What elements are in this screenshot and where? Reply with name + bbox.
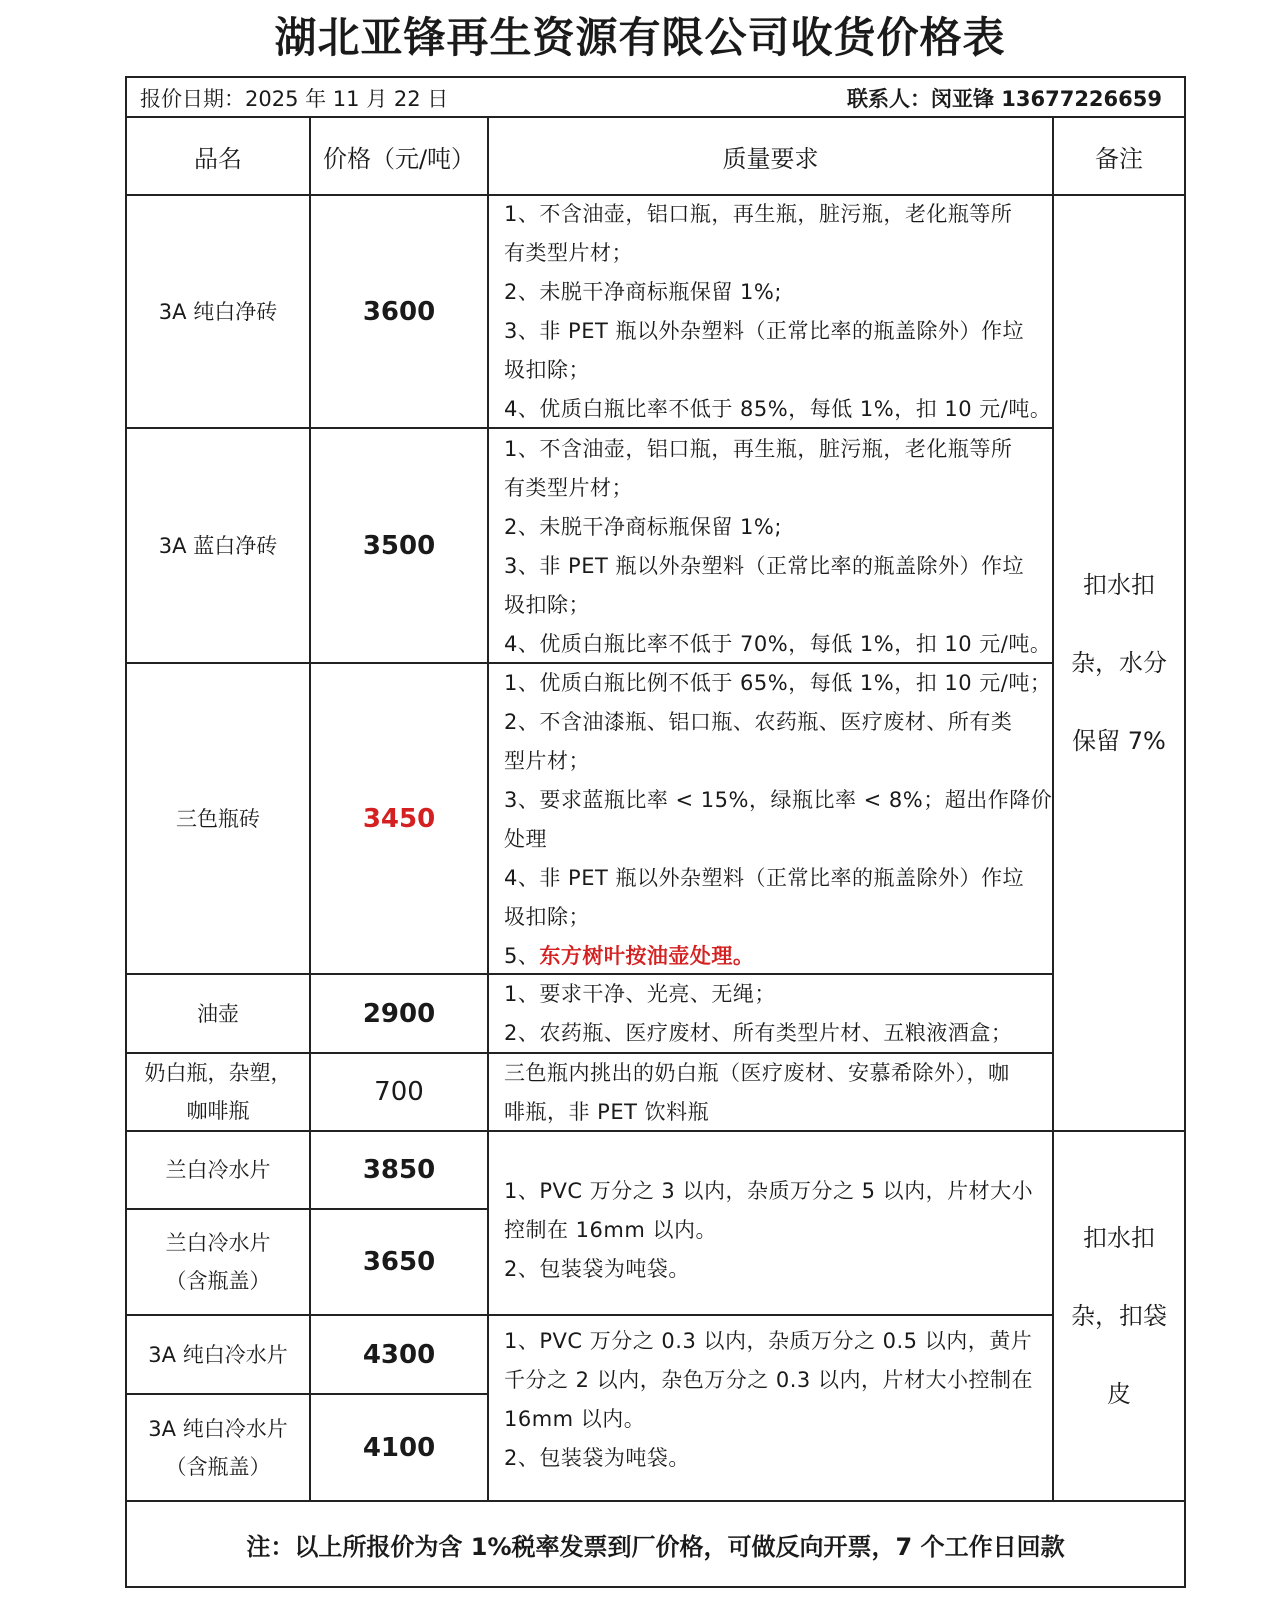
remark-line: 扣水扣 <box>1083 571 1155 599</box>
product-price: 3450 <box>362 803 436 834</box>
requirement-line: 3、要求蓝瓶比率 < 15%，绿瓶比率 < 8%；超出作降价 <box>504 788 1053 812</box>
product-name-line: 咖啡瓶 <box>186 1099 250 1123</box>
product-name: 3A 纯白冷水片 <box>148 1342 288 1367</box>
header-name: 品名 <box>194 144 242 173</box>
quality-requirements <box>504 664 1052 976</box>
remark-line: 皮 <box>1107 1380 1131 1408</box>
requirement-line: 4、优质白瓶比率不低于 70%，每低 1%，扣 10 元/吨。 <box>504 632 1052 656</box>
header-quality: 质量要求 <box>722 144 819 173</box>
quality-requirements <box>504 195 1051 429</box>
requirement-line: 2、不含油漆瓶、铝口瓶、农药瓶、医疗废材、所有类 <box>504 710 1013 734</box>
product-price: 3850 <box>362 1155 436 1185</box>
requirement-line: 处理 <box>504 827 547 851</box>
product-name: 三色瓶砖 <box>176 806 260 831</box>
product-price: 4300 <box>362 1339 436 1370</box>
requirement-line: 圾扣除； <box>504 905 590 929</box>
quality-requirements <box>504 430 1051 664</box>
product-name-line: 奶白瓶，杂塑， <box>144 1061 292 1085</box>
requirement-prefix: 5、 <box>504 944 540 968</box>
quality-requirements <box>504 1172 1033 1289</box>
requirement-line: 1、PVC 万分之 3 以内，杂质万分之 5 以内，片材大小 <box>504 1179 1034 1203</box>
requirement-line: 型片材； <box>504 749 590 773</box>
quality-requirements <box>504 975 1012 1053</box>
header-price: 价格（元/吨） <box>322 144 476 173</box>
quote-date: 报价日期：2025 年 11 月 22 日 <box>140 87 449 111</box>
requirement-highlight: 东方树叶按油壶处理。 <box>539 944 755 968</box>
page-title: 湖北亚锋再生资源有限公司收货价格表 <box>274 13 1006 62</box>
product-name-line: 兰白冷水片 <box>165 1231 271 1255</box>
product-name: 油壶 <box>197 1001 239 1026</box>
requirement-line: 千分之 2 以内，杂色万分之 0.3 以内，片材大小控制在 <box>504 1368 1033 1392</box>
requirement-line: 3、非 PET 瓶以外杂塑料（正常比率的瓶盖除外）作垃 <box>504 319 1024 343</box>
product-name-line: （含瓶盖） <box>165 1269 271 1293</box>
product-price: 3600 <box>362 296 436 327</box>
product-price: 4100 <box>362 1432 436 1463</box>
requirement-line: 1、PVC 万分之 0.3 以内，杂质万分之 0.5 以内，黄片 <box>504 1329 1033 1353</box>
requirement-line: 1、要求干净、光亮、无绳； <box>504 982 776 1006</box>
requirement-line: 1、不含油壶，铝口瓶，再生瓶，脏污瓶，老化瓶等所 <box>504 437 1013 461</box>
remark-line: 杂，扣袋 <box>1071 1302 1167 1330</box>
product-price: 700 <box>374 1077 424 1107</box>
product-name-line: （含瓶盖） <box>165 1454 271 1479</box>
requirement-line: 啡瓶，非 PET 饮料瓶 <box>504 1100 710 1124</box>
product-name <box>127 1395 309 1500</box>
product-name: 3A 纯白净砖 <box>158 299 278 324</box>
requirement-line: 2、未脱干净商标瓶保留 1%; <box>504 515 782 539</box>
product-price: 3500 <box>362 530 436 561</box>
requirement-line: 4、非 PET 瓶以外杂塑料（正常比率的瓶盖除外）作垃 <box>504 866 1024 890</box>
requirement-line: 有类型片材； <box>504 241 633 265</box>
divider <box>487 116 489 1500</box>
requirement-line: 2、包装袋为吨袋。 <box>504 1446 690 1470</box>
header-remark: 备注 <box>1095 144 1143 173</box>
remark-line: 扣水扣 <box>1083 1224 1155 1252</box>
product-name <box>127 1054 309 1130</box>
product-price: 2900 <box>362 998 436 1029</box>
requirement-line: 4、优质白瓶比率不低于 85%，每低 1%，扣 10 元/吨。 <box>504 397 1052 421</box>
remark-deduction <box>1054 196 1184 1130</box>
product-name: 3A 蓝白净砖 <box>158 533 278 558</box>
requirement-line: 圾扣除； <box>504 358 590 382</box>
product-name <box>127 1210 309 1314</box>
product-name: 兰白冷水片 <box>165 1158 271 1182</box>
quality-requirements <box>504 1322 1033 1478</box>
remark-deduction <box>1054 1132 1184 1500</box>
contact-info: 联系人：闵亚锋 13677226659 <box>846 87 1162 111</box>
requirement-line: 1、不含油壶，铝口瓶，再生瓶，脏污瓶，老化瓶等所 <box>504 202 1013 226</box>
requirement-line: 16mm 以内。 <box>504 1407 646 1431</box>
quality-requirements <box>504 1054 1010 1132</box>
footer-note: 注：以上所报价为含 1%税率发票到厂价格，可做反向开票，7 个工作日回款 <box>246 1532 1065 1561</box>
remark-line: 保留 7% <box>1072 727 1166 755</box>
requirement-line: 1、优质白瓶比例不低于 65%，每低 1%，扣 10 元/吨； <box>504 671 1052 695</box>
requirement-line: 圾扣除； <box>504 593 590 617</box>
requirement-line: 控制在 16mm 以内。 <box>504 1218 717 1242</box>
remark-line: 杂，水分 <box>1071 649 1167 677</box>
product-price: 3650 <box>362 1247 436 1277</box>
requirement-line: 2、未脱干净商标瓶保留 1%; <box>504 280 782 304</box>
requirement-line <box>504 937 1052 976</box>
requirement-line: 三色瓶内挑出的奶白瓶（医疗废材、安慕希除外），咖 <box>504 1061 1010 1085</box>
requirement-line: 有类型片材； <box>504 476 633 500</box>
requirement-line: 2、包装袋为吨袋。 <box>504 1257 690 1281</box>
requirement-line: 3、非 PET 瓶以外杂塑料（正常比率的瓶盖除外）作垃 <box>504 554 1024 578</box>
product-name-line: 3A 纯白冷水片 <box>148 1416 288 1441</box>
requirement-line: 2、农药瓶、医疗废材、所有类型片材、五粮液酒盒； <box>504 1021 1013 1045</box>
